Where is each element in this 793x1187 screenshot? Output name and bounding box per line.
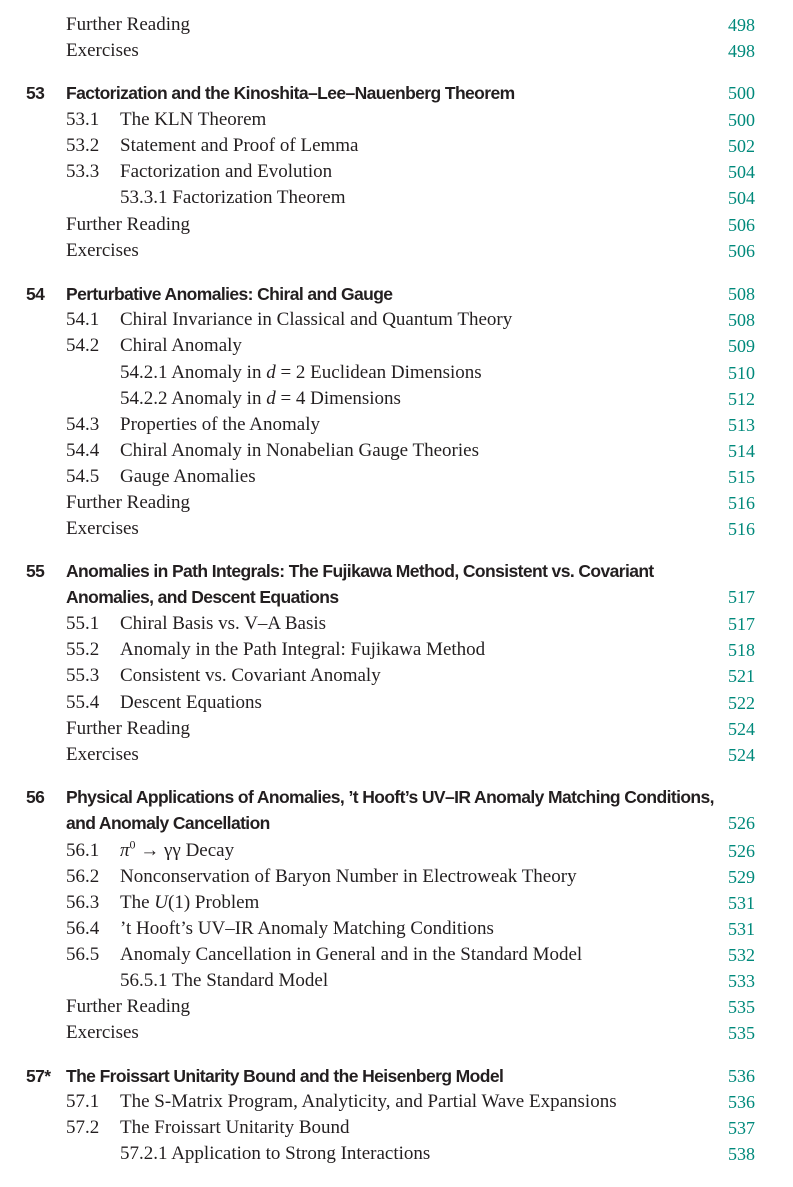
toc-subsection-54-2-2[interactable] [0, 386, 793, 412]
toc-entry-exercises[interactable] [0, 742, 793, 768]
section-number: 55.1 [66, 613, 100, 634]
chapter-title-line-2: Anomalies, and Descent Equations [66, 587, 339, 607]
section-number: 55.3 [66, 665, 100, 686]
page-number: 535 [728, 1023, 755, 1043]
page-number: 517 [728, 587, 755, 607]
subsection-entry [120, 968, 328, 994]
toc-section-54-2[interactable] [0, 333, 793, 359]
toc-section-55-1[interactable] [0, 611, 793, 637]
section-title: Anomaly Cancellation in General and in the Standard Model [120, 944, 583, 965]
toc-section-56-1[interactable] [0, 838, 793, 864]
section-number: 56.4 [66, 918, 100, 939]
page-number: 504 [728, 162, 755, 182]
chapter-heading-56-continued[interactable] [0, 810, 793, 836]
section-entry [66, 864, 577, 890]
toc-entry-further-reading[interactable] [0, 716, 793, 742]
section-number: 56.5 [66, 944, 100, 965]
toc-entry-further-reading[interactable] [0, 994, 793, 1020]
subsection-number: 54.2.2 [120, 388, 168, 409]
page-number: 513 [728, 415, 755, 435]
page-number: 535 [728, 997, 755, 1017]
chapter-number: 56 [26, 787, 45, 807]
toc-section-56-3[interactable] [0, 890, 793, 916]
section-entry [66, 464, 256, 490]
toc-section-56-5[interactable] [0, 942, 793, 968]
section-entry [66, 1089, 617, 1115]
page-number: 518 [728, 640, 755, 660]
chapter-title-line-1: Physical Applications of Anomalies, ’t Hooft’s UV–IR Anomaly Matching Conditions, [66, 787, 714, 807]
chapter-heading-57[interactable] [0, 1063, 793, 1089]
toc-entry-further-reading[interactable] [0, 212, 793, 238]
subsection-number: 54.2.1 [120, 362, 168, 383]
subsection-title: Factorization Theorem [172, 187, 346, 208]
subsection-title-prefix: Anomaly in [171, 388, 267, 409]
chapter-number: 54 [26, 284, 45, 304]
toc-section-54-4[interactable] [0, 438, 793, 464]
section-number: 54.2 [66, 335, 100, 356]
toc-subsection-53-3-1[interactable] [0, 185, 793, 211]
page-number: 524 [728, 745, 755, 765]
section-title: ’t Hooft’s UV–IR Anomaly Matching Conditions [120, 918, 494, 939]
section-entry [66, 159, 332, 185]
subsection-entry [120, 1141, 430, 1167]
section-number: 54.5 [66, 466, 100, 487]
toc-section-57-1[interactable] [0, 1089, 793, 1115]
subsection-number: 56.5.1 [120, 970, 168, 991]
section-title: Factorization and Evolution [120, 161, 333, 182]
toc-section-54-5[interactable] [0, 464, 793, 490]
section-title: Chiral Invariance in Classical and Quantum Theory [120, 309, 513, 330]
subsection-entry [120, 185, 345, 211]
toc-subsection-54-2-1[interactable] [0, 360, 793, 386]
entry-label: Exercises [66, 40, 139, 61]
section-title: Descent Equations [120, 692, 262, 713]
chapter-heading-55-continued[interactable] [0, 584, 793, 610]
toc-section-53-2[interactable] [0, 133, 793, 159]
section-title: The Froissart Unitarity Bound [120, 1117, 350, 1138]
entry-label: Further Reading [66, 214, 191, 235]
section-title-suffix: (1) Problem [168, 892, 260, 913]
page-number: 533 [728, 971, 755, 991]
page-number: 524 [728, 719, 755, 739]
section-title: Chiral Anomaly in Nonabelian Gauge Theories [120, 440, 479, 461]
section-entry [66, 307, 512, 333]
entry-label: Further Reading [66, 996, 191, 1017]
page-number: 514 [728, 441, 755, 461]
chapter-title-line-2: and Anomaly Cancellation [66, 813, 270, 833]
section-entry [66, 838, 234, 864]
chapter-number: 55 [26, 561, 45, 581]
section-number: 55.4 [66, 692, 100, 713]
page-number: 510 [728, 363, 755, 383]
entry-label: Exercises [66, 240, 139, 261]
section-entry [66, 663, 381, 689]
subsection-title: Application to Strong Interactions [171, 1143, 431, 1164]
section-entry [66, 412, 320, 438]
toc-section-53-1[interactable] [0, 107, 793, 133]
chapter-title: The Froissart Unitarity Bound and the Heisenberg Model [66, 1066, 504, 1086]
toc-entry-exercises[interactable] [0, 38, 793, 64]
page-number: 500 [728, 83, 755, 103]
section-number: 55.2 [66, 639, 100, 660]
page-number: 536 [728, 1092, 755, 1112]
entry-label: Further Reading [66, 14, 191, 35]
section-title: Gauge Anomalies [120, 466, 256, 487]
toc-subsection-56-5-1[interactable] [0, 968, 793, 994]
subsection-entry [120, 360, 482, 386]
page-number: 500 [728, 110, 755, 130]
entry-label: Exercises [66, 1022, 139, 1043]
math-variable: d [266, 388, 276, 409]
toc-section-53-3[interactable] [0, 159, 793, 185]
section-number: 57.2 [66, 1117, 100, 1138]
page-number: 502 [728, 136, 755, 156]
page-number: 498 [728, 15, 755, 35]
subsection-number: 53.3.1 [120, 187, 168, 208]
toc-section-55-2[interactable] [0, 637, 793, 663]
chapter-heading-55[interactable] [0, 558, 793, 584]
section-title: Chiral Basis vs. V–A Basis [120, 613, 327, 634]
entry-label: Further Reading [66, 492, 191, 513]
section-number: 57.1 [66, 1091, 100, 1112]
math-variable: U [154, 892, 169, 913]
page-number: 516 [728, 519, 755, 539]
section-title: The KLN Theorem [120, 109, 267, 130]
page-number: 508 [728, 310, 755, 330]
chapter-heading-56[interactable] [0, 784, 793, 810]
chapter-number: 53 [26, 83, 45, 103]
subsection-number: 57.2.1 [120, 1143, 168, 1164]
section-entry [66, 107, 266, 133]
page-number: 526 [728, 841, 755, 861]
page-number: 526 [728, 813, 755, 833]
toc-subsection-57-2-1[interactable] [0, 1141, 793, 1167]
section-entry [66, 438, 479, 464]
section-number: 53.2 [66, 135, 100, 156]
page-number: 504 [728, 188, 755, 208]
subsection-title-suffix: = 2 Euclidean Dimensions [275, 362, 482, 383]
page-number: 532 [728, 945, 755, 965]
section-number: 53.3 [66, 161, 100, 182]
page-number: 508 [728, 284, 755, 304]
page-number: 529 [728, 867, 755, 887]
chapter-title: Factorization and the Kinoshita–Lee–Nauenberg Theorem [66, 83, 515, 103]
section-entry [66, 890, 259, 916]
section-title: Chiral Anomaly [120, 335, 242, 356]
page-number: 509 [728, 336, 755, 356]
toc-section-56-2[interactable] [0, 864, 793, 890]
section-number: 56.1 [66, 840, 100, 861]
subsection-title-suffix: = 4 Dimensions [275, 388, 401, 409]
toc-section-55-4[interactable] [0, 690, 793, 716]
section-entry [66, 690, 262, 716]
section-entry [66, 637, 485, 663]
page-number: 538 [728, 1144, 755, 1164]
section-number: 56.2 [66, 866, 100, 887]
pi-symbol: π [120, 840, 130, 861]
page-number: 517 [728, 614, 755, 634]
section-entry [66, 916, 494, 942]
entry-label: Exercises [66, 744, 139, 765]
chapter-title: Perturbative Anomalies: Chiral and Gauge [66, 284, 393, 304]
page-number: 521 [728, 666, 755, 686]
section-entry [66, 942, 582, 968]
chapter-heading-53[interactable] [0, 80, 793, 106]
page-number: 536 [728, 1066, 755, 1086]
toc-section-55-3[interactable] [0, 663, 793, 689]
page-number: 537 [728, 1118, 755, 1138]
entry-label: Exercises [66, 518, 139, 539]
section-entry [66, 133, 359, 159]
section-entry [66, 333, 242, 359]
toc-entry-exercises[interactable] [0, 1020, 793, 1046]
subsection-entry [120, 386, 401, 412]
toc-entry-further-reading[interactable] [0, 490, 793, 516]
section-number: 54.1 [66, 309, 100, 330]
section-title: The S-Matrix Program, Analyticity, and Partial Wave Expansions [120, 1091, 617, 1112]
section-title: Statement and Proof of Lemma [120, 135, 359, 156]
toc-entry-further-reading[interactable] [0, 12, 793, 38]
section-entry [66, 1115, 350, 1141]
section-number: 54.4 [66, 440, 100, 461]
entry-label: Further Reading [66, 718, 191, 739]
toc-section-56-4[interactable] [0, 916, 793, 942]
section-title: Anomaly in the Path Integral: Fujikawa Method [120, 639, 486, 660]
section-title-suffix: → γγ Decay [135, 840, 235, 861]
section-title: Properties of the Anomaly [120, 414, 320, 435]
page-number: 522 [728, 693, 755, 713]
page-number: 498 [728, 41, 755, 61]
chapter-number: 57* [26, 1066, 51, 1086]
toc-entry-exercises[interactable] [0, 238, 793, 264]
page-number: 515 [728, 467, 755, 487]
section-number: 53.1 [66, 109, 100, 130]
section-title-prefix: The [120, 892, 155, 913]
page-number: 506 [728, 241, 755, 261]
section-entry [66, 611, 326, 637]
chapter-title-line-1: Anomalies in Path Integrals: The Fujikawa Method, Consistent vs. Covariant [66, 561, 654, 581]
toc-section-54-1[interactable] [0, 307, 793, 333]
toc-section-54-3[interactable] [0, 412, 793, 438]
math-variable: d [266, 362, 276, 383]
section-title: Consistent vs. Covariant Anomaly [120, 665, 381, 686]
page-number: 531 [728, 919, 755, 939]
subsection-title: The Standard Model [171, 970, 329, 991]
subsection-title-prefix: Anomaly in [171, 362, 267, 383]
page-number: 512 [728, 389, 755, 409]
section-title: Nonconservation of Baryon Number in Electroweak Theory [120, 866, 577, 887]
section-number: 54.3 [66, 414, 100, 435]
toc-entry-exercises[interactable] [0, 516, 793, 542]
superscript: 0 [129, 837, 136, 852]
toc-section-57-2[interactable] [0, 1115, 793, 1141]
page-number: 531 [728, 893, 755, 913]
page-number: 506 [728, 215, 755, 235]
chapter-heading-54[interactable] [0, 281, 793, 307]
page-number: 516 [728, 493, 755, 513]
section-number: 56.3 [66, 892, 100, 913]
